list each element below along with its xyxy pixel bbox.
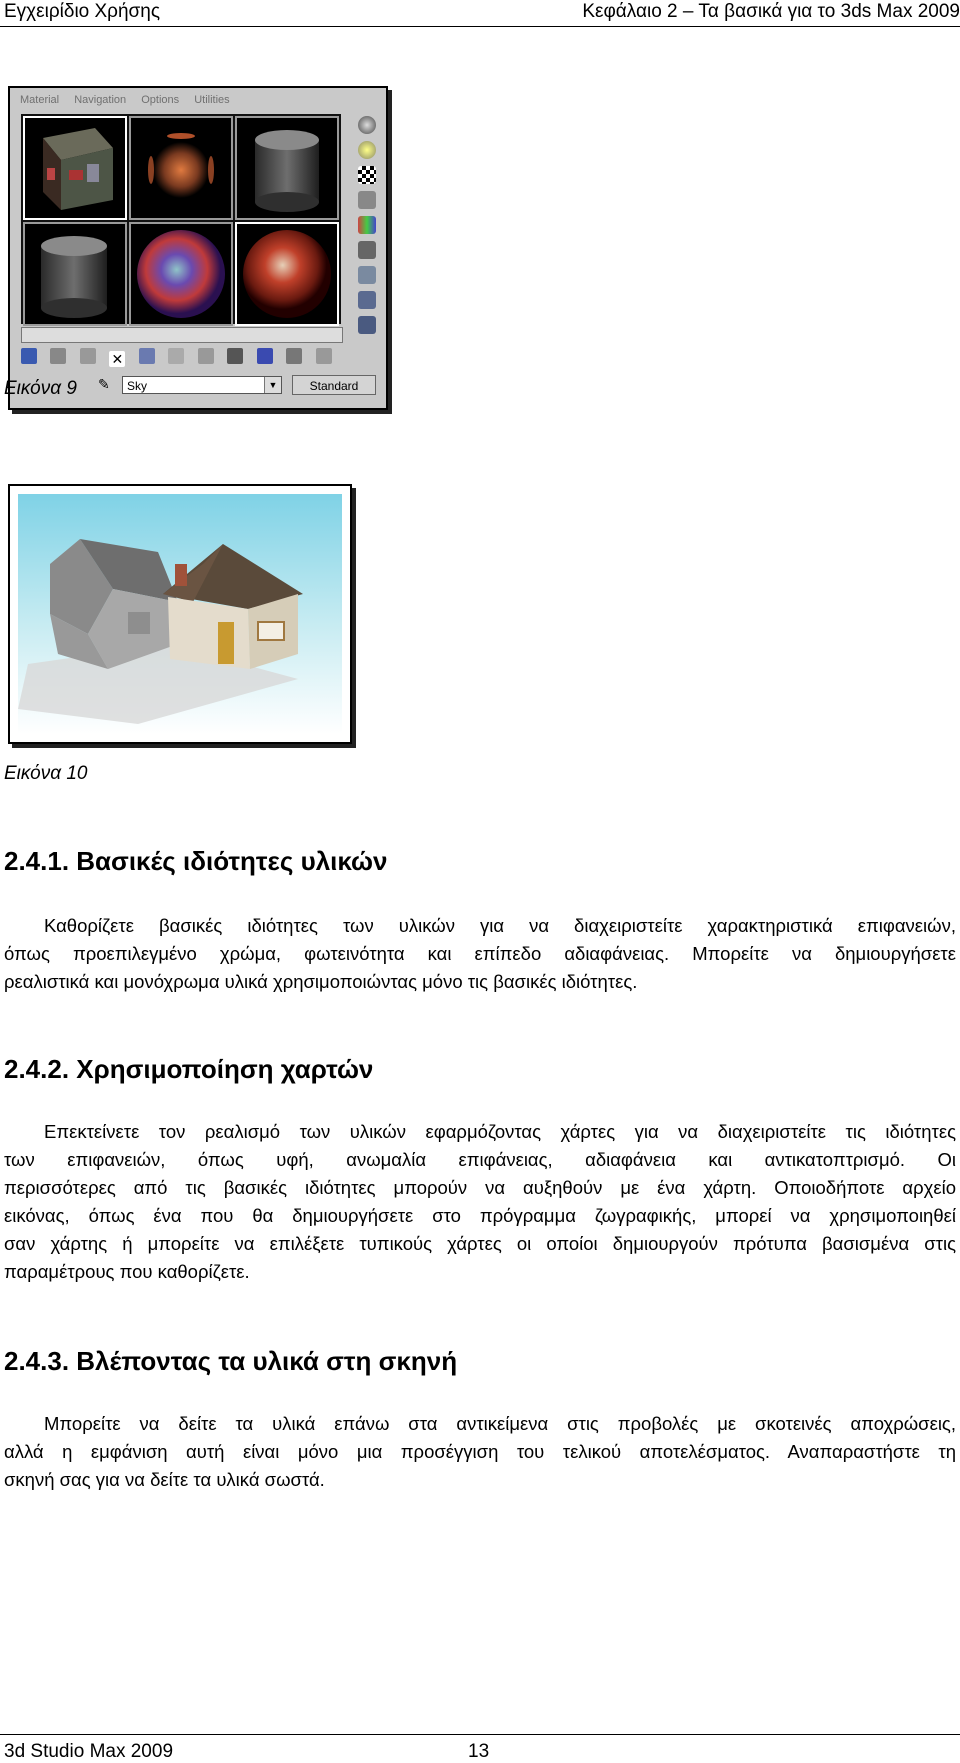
houses-illustration <box>18 494 342 734</box>
put-to-library-icon[interactable] <box>198 348 214 364</box>
paragraph-line: όπως προεπιλεγμένο χρώμα, φωτεινότητα και επίπεδο αδιαφάνειας. Μπορείτε να δημιουργήσετε <box>4 943 956 964</box>
make-preview-icon[interactable] <box>358 241 376 259</box>
figure-9-material-editor <box>8 86 388 410</box>
select-by-material-icon[interactable] <box>358 291 376 309</box>
sample-slots-scrollbar[interactable] <box>21 327 343 343</box>
menu-options: Options <box>141 94 180 106</box>
sample-type-icon[interactable] <box>358 116 376 134</box>
section-heading-2-4-1: 2.4.1. Βασικές ιδιότητες υλικών <box>4 846 388 876</box>
sample-slot-red-sphere <box>235 222 339 326</box>
paragraph-line: περισσότερες από τις βασικές ιδιότητες μπορούν να αυξηθούν με ένα χάρτη. Οποιοδήποτε αρχείο <box>4 1177 956 1198</box>
video-color-check-icon[interactable] <box>358 216 376 234</box>
section-heading-2-4-3: 2.4.3. Βλέποντας τα υλικά στη σκηνή <box>4 1346 458 1376</box>
sample-slot-cylinder <box>235 116 339 220</box>
paragraph-line: ρεαλιστικά και μονόχρωμα υλικά χρησιμοποιώντας μόνο τις βασικές ιδιότητες. <box>4 971 638 992</box>
section-2-4-3-paragraph <box>4 1410 956 1494</box>
purple-sphere-icon <box>131 224 231 324</box>
sample-slot-purple-sphere <box>129 222 233 326</box>
section-2-4-1-paragraph <box>4 912 956 996</box>
sample-slot-particles <box>129 116 233 220</box>
menu-utilities: Utilities <box>194 94 230 106</box>
material-editor-toolbar <box>21 348 371 368</box>
sample-slot-cylinder-2 <box>23 222 127 326</box>
textured-cube-icon <box>25 118 125 218</box>
background-checker-icon[interactable] <box>358 166 376 184</box>
material-editor-menu <box>20 94 242 106</box>
material-editor-sidebar <box>355 116 379 356</box>
particle-sphere-icon <box>131 118 231 218</box>
paragraph-line: Μπορείτε να δείτε τα υλικά επάνω στα αντικείμενα στις προβολές με σκοτεινές αποχρώσεις, <box>44 1413 956 1434</box>
houses-render-image <box>18 494 342 734</box>
material-type-button[interactable]: Standard <box>292 375 376 395</box>
make-unique-icon[interactable] <box>168 348 184 364</box>
paragraph-line: των επιφανειών, όπως υφή, ανωμαλία επιφάνειας, αδιαφάνεια και αντικατοπτρισμό. Οι <box>4 1149 956 1170</box>
header-chapter-title: Κεφάλαιο 2 – Τα βασικά για το 3ds Max 2009 <box>582 1 960 22</box>
material-name-value: Sky <box>127 379 148 393</box>
section-2-4-2-paragraph <box>4 1118 956 1286</box>
options-icon[interactable] <box>358 266 376 284</box>
sample-slot-cube <box>23 116 127 220</box>
page-header <box>0 0 960 27</box>
sample-slots-grid <box>21 114 341 324</box>
red-sphere-icon <box>237 224 337 324</box>
paragraph-line: παραμέτρους που καθορίζετε. <box>4 1261 250 1282</box>
figure-9-caption: Εικόνα 9 <box>4 378 77 399</box>
show-end-result-icon[interactable] <box>286 348 302 364</box>
figure-10-houses <box>8 484 356 748</box>
chevron-down-icon[interactable]: ▼ <box>264 377 281 393</box>
gray-cylinder-icon <box>25 224 125 324</box>
put-material-icon[interactable] <box>50 348 66 364</box>
figure-10-caption: Εικόνα 10 <box>4 763 88 784</box>
header-left-title: Εγχειρίδιο Χρήσης <box>4 1 161 22</box>
section-heading-2-4-2: 2.4.2. Χρησιμοποίηση χαρτών <box>4 1054 374 1084</box>
reset-map-icon[interactable]: ✕ <box>109 351 125 367</box>
menu-navigation: Navigation <box>74 94 127 106</box>
menu-material: Material <box>20 94 60 106</box>
paragraph-line: εικόνας, όπως ένα που θα δημιουργήσετε στο πρόγραμμα ζωγραφικής, μπορεί να χρησιμοποιηθεί <box>4 1205 956 1226</box>
paragraph-line: σκηνή σας για να δείτε τα υλικά σωστά. <box>4 1469 325 1490</box>
page-number: 13 <box>468 1741 490 1762</box>
go-to-parent-icon[interactable] <box>316 348 332 364</box>
show-map-icon[interactable] <box>257 348 273 364</box>
backlight-icon[interactable] <box>358 141 376 159</box>
assign-material-icon[interactable] <box>80 348 96 364</box>
material-name-field[interactable] <box>122 376 282 394</box>
paragraph-line: αλλά η εμφάνιση αυτή είναι μόνο μια προσέγγιση του τελικού αποτελέσματος. Αναπαραστήστε τη <box>4 1441 956 1462</box>
pick-material-icon[interactable]: ✎ <box>98 376 110 392</box>
material-map-navigator-icon[interactable] <box>358 316 376 334</box>
copy-material-icon[interactable] <box>139 348 155 364</box>
footer-book-title: 3d Studio Max 2009 <box>4 1741 174 1762</box>
material-id-icon[interactable] <box>227 348 243 364</box>
paragraph-line: Επεκτείνετε τον ρεαλισμό των υλικών εφαρμόζοντας χάρτες για να διαχειριστείτε τις ιδιότητες <box>44 1121 956 1142</box>
material-editor-panel <box>8 86 388 410</box>
gray-cylinder-icon <box>237 118 337 218</box>
page-footer <box>0 1734 960 1762</box>
paragraph-line: σαν χάρτης ή μπορείτε να επιλέξετε τυπικούς χάρτες οι οποίοι δημιουργούν πρότυπα βασισμένα στις <box>4 1233 956 1254</box>
get-material-icon[interactable] <box>21 348 37 364</box>
paragraph-line: Καθορίζετε βασικές ιδιότητες των υλικών για να διαχειριστείτε χαρακτηριστικά επιφανειών, <box>44 915 956 936</box>
uv-tiling-icon[interactable] <box>358 191 376 209</box>
figure-10-frame <box>8 484 352 744</box>
